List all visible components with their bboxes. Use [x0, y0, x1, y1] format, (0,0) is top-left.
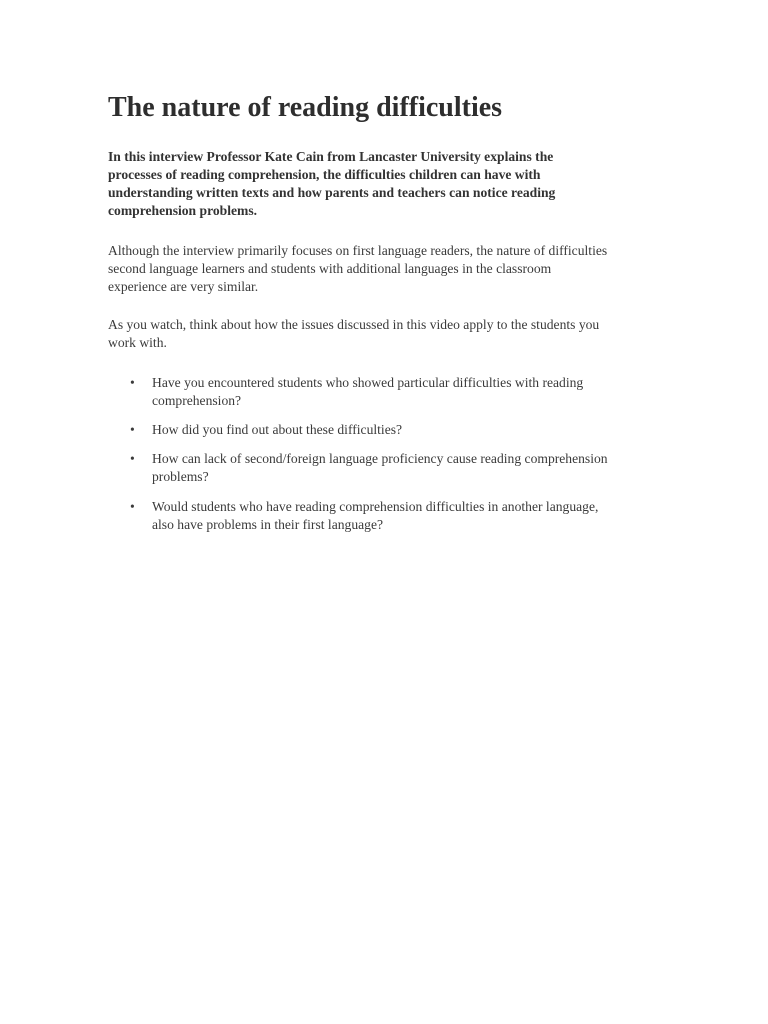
instruction-paragraph — [108, 316, 599, 352]
bullet-icon: • — [130, 499, 135, 514]
text-line: also have problems in their first language? — [152, 517, 384, 532]
bullet-icon: • — [130, 422, 135, 437]
text-line: comprehension? — [152, 393, 242, 408]
context-paragraph — [108, 242, 607, 296]
text-line: work with. — [108, 335, 167, 350]
bullet-icon: • — [130, 451, 135, 466]
text-line: second language learners and students with additional languages in the classroom — [108, 261, 552, 276]
text-line: processes of reading comprehension, the difficulties children can have with — [108, 167, 541, 182]
text-line: Although the interview primarily focuses on first language readers, the nature of difficulties — [108, 243, 608, 258]
text-line: How can lack of second/foreign language proficiency cause reading comprehension — [152, 451, 608, 466]
text-line: As you watch, think about how the issues discussed in this video apply to the students you — [108, 317, 600, 332]
text-line: problems? — [152, 469, 209, 484]
text-line: How did you find out about these difficulties? — [152, 422, 403, 437]
text-line: understanding written texts and how parents and teachers can notice reading — [108, 185, 556, 200]
text-line: In this interview Professor Kate Cain from Lancaster University explains the — [108, 149, 554, 164]
bullet-icon: • — [130, 375, 135, 390]
text-line: experience are very similar. — [108, 279, 259, 294]
text-line: comprehension problems. — [108, 203, 258, 218]
text-line: Would students who have reading comprehension difficulties in another language, — [152, 499, 599, 514]
text-line: Have you encountered students who showed particular difficulties with reading — [152, 375, 584, 390]
intro-paragraph — [108, 148, 555, 220]
page-title: The nature of reading difficulties — [108, 92, 503, 123]
